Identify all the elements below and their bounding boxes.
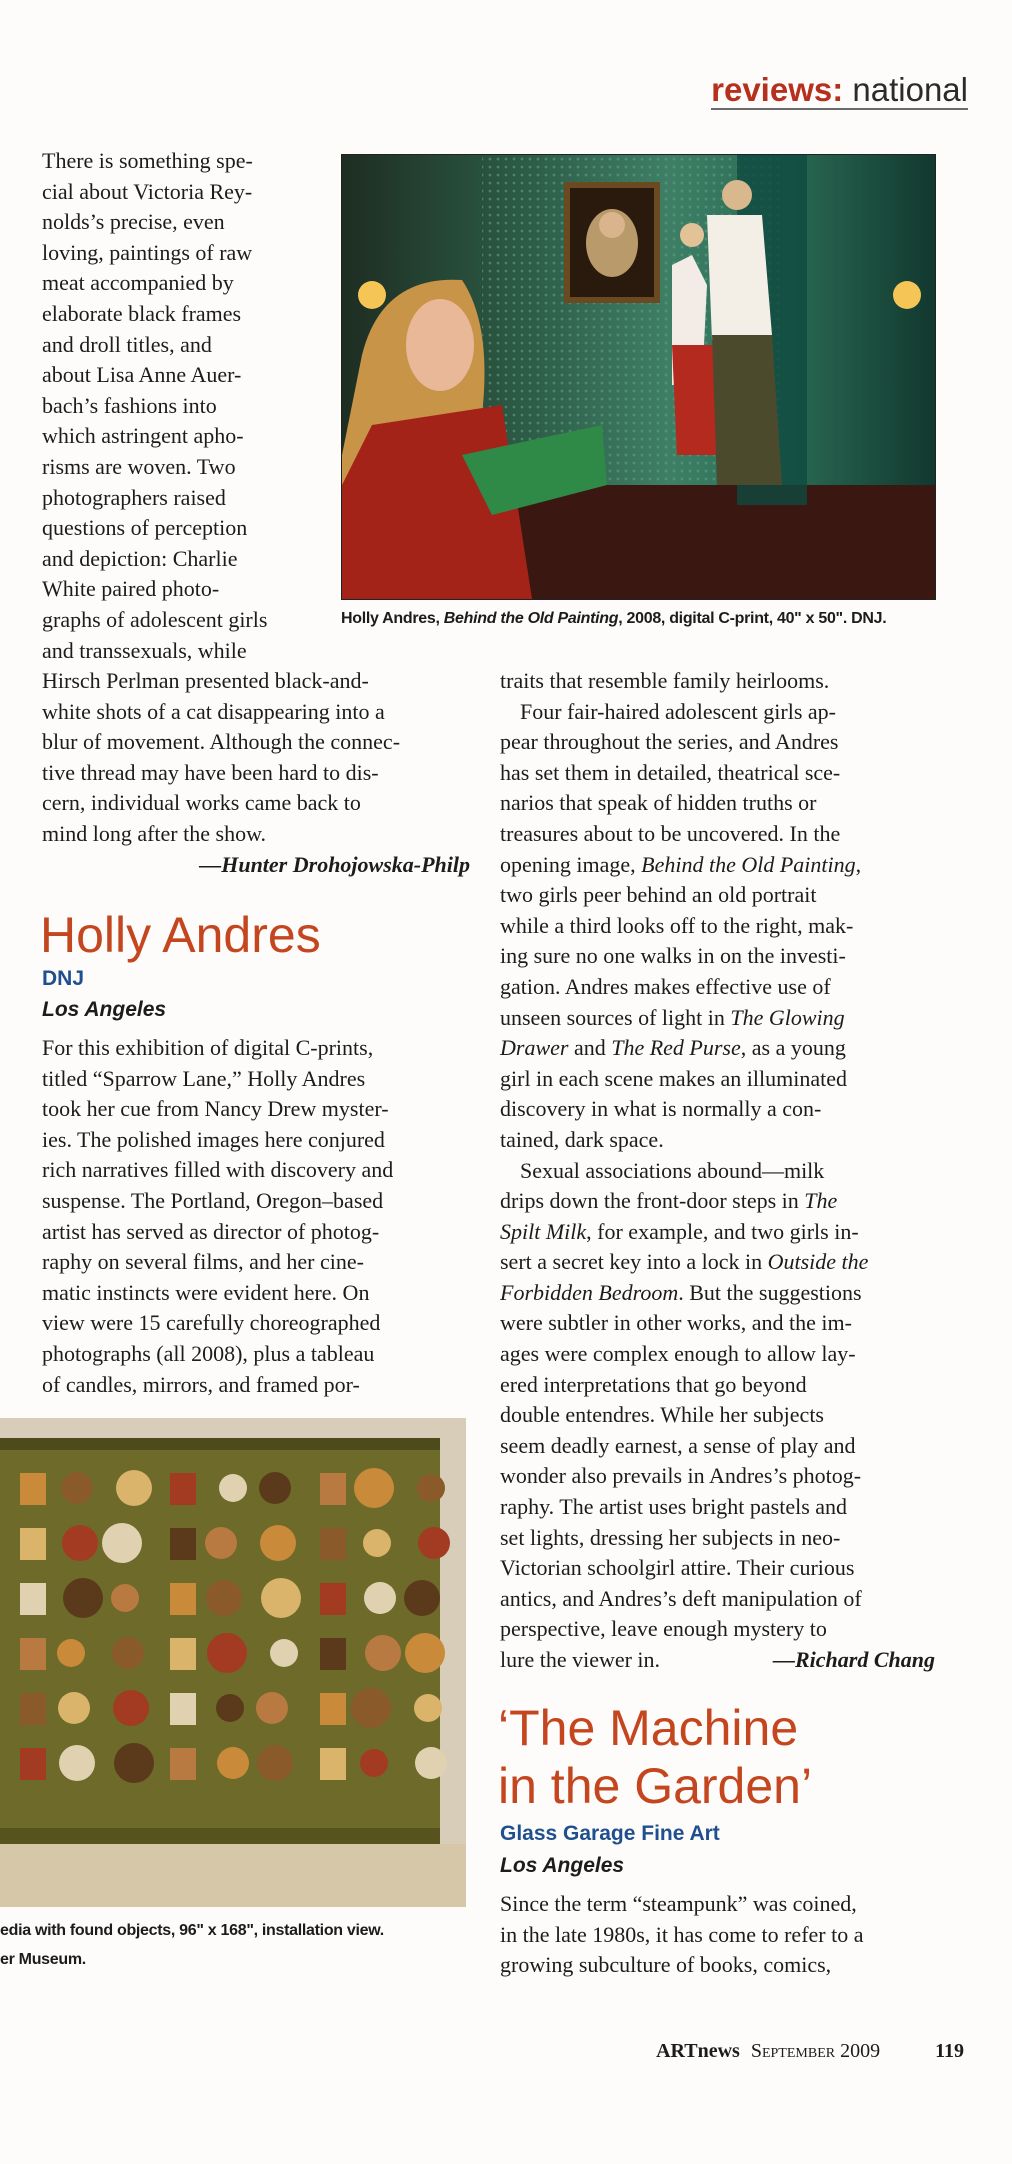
text-line: girl in each scene makes an illuminated (500, 1065, 847, 1091)
caption-title: Behind the Old Painting (443, 610, 619, 627)
text-line: antics, and Andres’s deft manipulation of (500, 1585, 862, 1611)
review2-body (500, 1889, 864, 1981)
text-line: and depiction: Charlie (42, 545, 238, 571)
text-line: pear throughout the series, and Andres (500, 729, 839, 755)
text-line: were subtler in other works, and the im- (500, 1310, 852, 1336)
found-object (364, 1582, 396, 1614)
found-object (257, 1745, 293, 1781)
text-line: and transsexuals, while (42, 637, 247, 663)
top-photo-caption (341, 610, 886, 628)
found-object (205, 1527, 237, 1559)
text-line: mind long after the show. (42, 820, 267, 846)
found-object (102, 1523, 142, 1563)
review-gallery: DNJ (42, 967, 85, 990)
text-line: seem deadly earnest, a sense of play and (500, 1432, 856, 1458)
found-object (170, 1528, 196, 1560)
text-line: There is something spe- (42, 148, 253, 173)
text-line: rich narratives filled with discovery and (42, 1157, 394, 1183)
found-object (259, 1472, 291, 1504)
found-object (219, 1474, 247, 1502)
found-object (320, 1693, 346, 1725)
review1-body-left (42, 1033, 393, 1400)
found-object (206, 1580, 242, 1616)
found-object (404, 1580, 440, 1616)
text-line: Drawer and The Red Purse, as a young (500, 1035, 846, 1061)
text-line: Four fair-haired adolescent girls ap- (520, 698, 836, 724)
found-object (170, 1583, 196, 1615)
found-object (61, 1472, 93, 1504)
page-number: 119 (935, 2040, 964, 2062)
text-line: Sexual associations abound—milk (520, 1157, 825, 1183)
found-object (20, 1693, 46, 1725)
text-line: Hirsch Perlman presented black-and- (42, 668, 369, 693)
text-line: view were 15 carefully choreographed (42, 1310, 381, 1336)
intro-wide-text (42, 666, 400, 850)
review2-gallery: Glass Garage Fine Art (500, 1822, 720, 1845)
found-object (63, 1578, 103, 1618)
found-object (20, 1583, 46, 1615)
magazine-name: ARTnews (656, 2040, 740, 2062)
text-line: suspense. The Portland, Oregon–based (42, 1187, 384, 1213)
found-object (20, 1638, 46, 1670)
text-line: white shots of a cat disappearing into a (42, 698, 385, 724)
text-line: photographs (all 2008), plus a tableau (42, 1340, 375, 1366)
text-line: perspective, leave enough mystery to (500, 1616, 827, 1642)
text-line: drips down the front-door steps in The (500, 1188, 838, 1214)
found-object (414, 1694, 442, 1722)
found-object (170, 1748, 196, 1780)
found-object (260, 1525, 296, 1561)
found-object (351, 1688, 391, 1728)
review-title-holly-andres: Holly Andres (40, 907, 321, 963)
found-object (20, 1748, 46, 1780)
text-line: treasures about to be uncovered. In the (500, 820, 841, 846)
found-object (207, 1633, 247, 1673)
section-label: reviews: (711, 71, 844, 108)
text-line: Since the term “steampunk” was coined, (500, 1891, 857, 1916)
text-line: blur of movement. Although the connec- (42, 729, 401, 755)
text-line: discovery in what is normally a con- (500, 1096, 822, 1122)
text-line: while a third looks off to the right, mak- (500, 912, 854, 938)
found-object (320, 1473, 346, 1505)
text-line: questions of perception (42, 515, 248, 541)
found-object (415, 1747, 447, 1779)
text-line: opening image, Behind the Old Painting, (500, 851, 862, 877)
found-object (62, 1525, 98, 1561)
caption-details: , 2008, digital C-print, 40" x 50". DNJ. (618, 610, 887, 627)
text-line: tive thread may have been hard to dis- (42, 759, 379, 785)
text-line: cial about Victoria Rey- (42, 178, 253, 204)
bottom-photo-caption-line1: edia with found objects, 96" x 168", installation view. (0, 1922, 384, 1939)
found-object (261, 1578, 301, 1618)
found-object (217, 1747, 249, 1779)
issue-date: September 2009 (750, 2040, 881, 2062)
text-line: matic instincts were evident here. On (42, 1279, 370, 1305)
found-object (320, 1748, 346, 1780)
text-line: which astringent apho- (42, 423, 244, 449)
subsection-label: national (852, 71, 968, 108)
text-line: narios that speak of hidden truths or (500, 790, 817, 816)
text-line: artist has served as director of photog- (42, 1218, 380, 1244)
text-line: in the late 1980s, it has come to refer to a (500, 1921, 864, 1947)
text-line: titled “Sparrow Lane,” Holly Andres (42, 1065, 366, 1091)
text-line: double entendres. While her subjects (500, 1402, 824, 1428)
review-title-machine-line1: ‘The Machine (498, 1700, 799, 1756)
found-object (116, 1470, 152, 1506)
text-line: lure the viewer in. (500, 1647, 661, 1672)
section-header (711, 72, 968, 110)
found-object (363, 1529, 391, 1557)
text-line: wonder also prevails in Andres’s photog- (500, 1463, 862, 1489)
found-object (112, 1637, 144, 1669)
text-line: unseen sources of light in The Glowing (500, 1004, 845, 1030)
text-line: growing subculture of books, comics, (500, 1952, 832, 1978)
found-object (320, 1528, 346, 1560)
text-line: sert a secret key into a lock in Outside the (500, 1249, 869, 1275)
text-line: risms are woven. Two (42, 453, 236, 479)
text-line: Spilt Milk, for example, and two girls in- (500, 1218, 859, 1244)
found-object (58, 1692, 90, 1724)
found-object (360, 1749, 388, 1777)
text-line: White paired photo- (42, 576, 220, 602)
review-title-machine-line2: in the Garden’ (498, 1758, 813, 1814)
text-line: traits that resemble family heirlooms. (500, 668, 830, 693)
found-object (113, 1690, 149, 1726)
found-object (59, 1745, 95, 1781)
text-line: set lights, dressing her subjects in neo- (500, 1524, 841, 1550)
text-line: ing sure no one walks in on the investi- (500, 943, 846, 969)
found-object (57, 1639, 85, 1667)
text-line: ages were complex enough to allow lay- (500, 1341, 856, 1367)
found-object (270, 1639, 298, 1667)
review1-body-right (500, 666, 868, 1676)
review1-author: —Richard Chang (773, 1647, 935, 1672)
text-line: Forbidden Bedroom. But the suggestions (500, 1279, 862, 1305)
found-object (111, 1584, 139, 1612)
text-line: tained, dark space. (500, 1126, 664, 1152)
bottom-photo-caption-line2: er Museum. (0, 1951, 86, 1968)
text-line: about Lisa Anne Auer- (42, 362, 242, 388)
review-city: Los Angeles (42, 998, 167, 1021)
found-object (216, 1694, 244, 1722)
found-object (320, 1638, 346, 1670)
caption-artist: Holly Andres, (341, 610, 444, 627)
found-object (170, 1693, 196, 1725)
intro-narrow-text (42, 146, 267, 666)
text-line: loving, paintings of raw (42, 239, 253, 265)
found-object (405, 1633, 445, 1673)
text-line: has set them in detailed, theatrical sce- (500, 759, 841, 785)
page-footer (656, 2040, 964, 2063)
text-line: For this exhibition of digital C-prints, (42, 1035, 374, 1060)
found-object (114, 1743, 154, 1783)
found-object (365, 1635, 401, 1671)
found-object (170, 1473, 196, 1505)
text-line: nolds’s precise, even (42, 209, 225, 235)
text-line: graphs of adolescent girls (42, 606, 268, 632)
text-line: took her cue from Nancy Drew myster- (42, 1096, 389, 1122)
text-line: photographers raised (42, 484, 226, 510)
intro-author: —Hunter Drohojowska-Philp (199, 852, 470, 877)
text-line: ies. The polished images here conjured (42, 1126, 385, 1152)
found-object (170, 1638, 196, 1670)
photo-installation-view (0, 1418, 466, 1907)
found-object (354, 1468, 394, 1508)
text-line: and droll titles, and (42, 331, 212, 357)
text-line: raphy. The artist uses bright pastels and (500, 1494, 848, 1520)
text-line: elaborate black frames (42, 300, 242, 326)
found-object (20, 1473, 46, 1505)
text-line: cern, individual works came back to (42, 790, 361, 816)
text-line: ered interpretations that go beyond (500, 1371, 807, 1397)
text-line: of candles, mirrors, and framed por- (42, 1371, 360, 1397)
found-object (20, 1528, 46, 1560)
found-object (320, 1583, 346, 1615)
text-line: bach’s fashions into (42, 392, 217, 418)
text-line: raphy on several films, and her cine- (42, 1249, 364, 1275)
text-line: Victorian schoolgirl attire. Their curious (500, 1555, 855, 1581)
review2-city: Los Angeles (500, 1854, 625, 1877)
found-object (417, 1474, 445, 1502)
text-line: gation. Andres makes effective use of (500, 973, 831, 999)
text-line: meat accompanied by (42, 270, 234, 296)
found-object (418, 1527, 450, 1559)
text-line: two girls peer behind an old portrait (500, 882, 817, 908)
photo-behind-the-old-painting (341, 154, 936, 600)
found-object (256, 1692, 288, 1724)
